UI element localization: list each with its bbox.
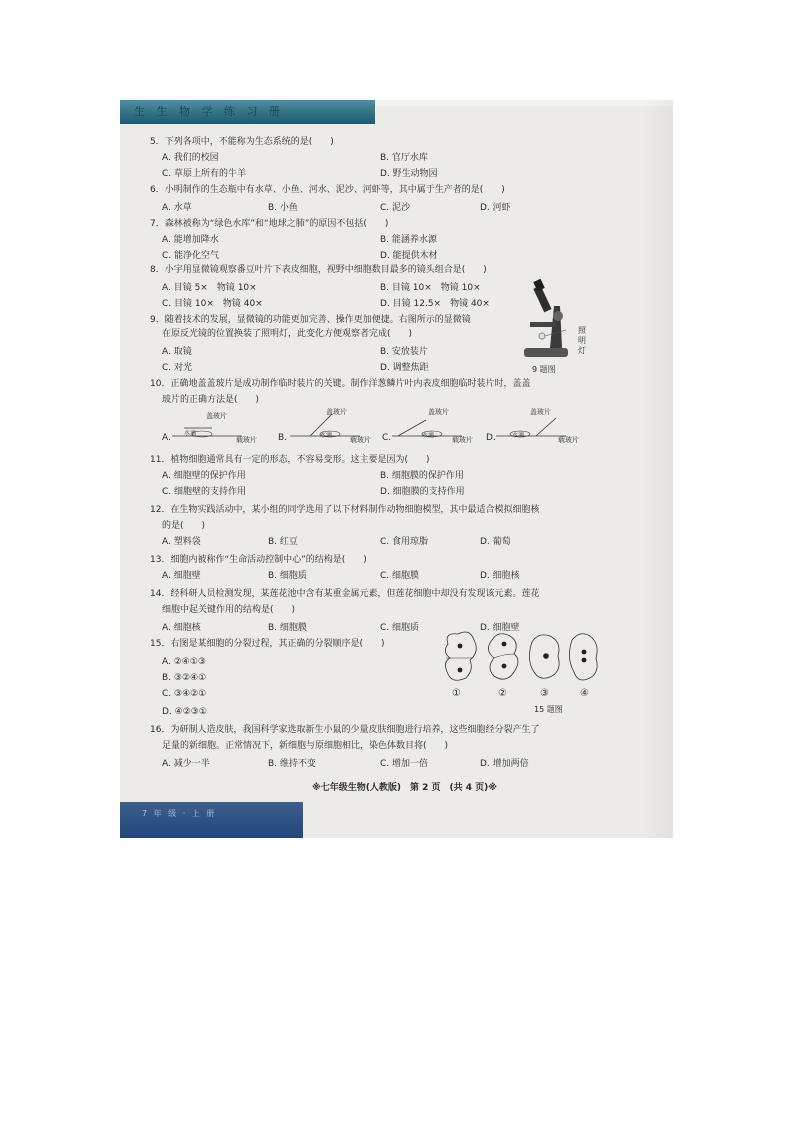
question-16-line2: 足量的新细胞。正常情况下，新细胞与原细胞相比，染色体数目将( ) [162,741,449,751]
q16-option-d: D. 增加两倍 [480,759,529,769]
q14-option-d: D. 细胞壁 [480,623,520,633]
microscope-base [524,348,568,357]
question-5: 5．下列各项中，不能称为生态系统的是( ) [150,137,334,147]
question-10: 10．正确地盖盖玻片是成功制作临时装片的关键。制作洋葱鳞片叶内表皮细胞临时装片时，盖盖 [150,379,531,389]
cell-1 [445,632,476,680]
page-edge [375,100,673,106]
q13-option-c: C. 细胞膜 [380,571,420,581]
q12-option-d: D. 葡萄 [480,537,511,547]
microscope-tube [533,285,551,312]
q15-option-d: D. ④②③① [162,707,207,717]
q11-option-d: D. 细胞膜的支持作用 [380,487,465,497]
q10-c-water-label: 水滴 [422,432,435,439]
q13-option-a: A. 细胞壁 [162,571,201,581]
page-footer: ※七年级生物(人教版) 第 2 页 (共 4 页)※ [312,783,498,793]
page-shadow [643,100,673,838]
question-15: 15．右图是某细胞的分裂过程，其正确的分裂顺序是( ) [150,639,385,649]
question-14-line2: 细胞中起关键作用的结构是( ) [162,605,296,615]
q10-d-slide-label: 载玻片 [558,436,579,444]
question-16: 16．为研制人造皮肤，我国科学家选取新生小鼠的少量皮肤细胞进行培养，这些细胞经分裂产生了 [150,725,540,735]
question-9-line2: 在原反光镜的位置换装了照明灯，此变化方便观察者完成( ) [162,329,413,339]
q11-option-a: A. 细胞壁的保护作用 [162,471,246,481]
q10-a-slide-label: 载玻片 [236,436,257,444]
q10-b-water-label: 水滴 [320,432,333,439]
q8-option-d: D. 目镜 12.5× 物镜 40× [380,299,490,309]
question-6: 6．小明制作的生态瓶中有水草、小鱼、河水、泥沙、河虾等，其中属于生产者的是( ) [150,185,505,195]
q8-option-b: B. 目镜 10× 物镜 10× [380,283,481,293]
q7-option-d: D. 能提供木材 [380,251,438,261]
microscope-stage [530,322,556,327]
q6-option-d: D. 河虾 [480,203,511,213]
q10-d-water-label: 水滴 [512,432,525,439]
q14-option-a: A. 细胞核 [162,623,201,633]
cell-division-figure [440,630,600,706]
q7-option-b: B. 能涵养水源 [380,235,437,245]
q10-c-cover-label: 盖玻片 [428,408,449,416]
book-bottom: 7 年 级 · 上 册 [120,802,303,838]
q13-option-d: D. 细胞核 [480,571,520,581]
q10-a-cover-label: 盖玻片 [206,412,227,420]
q9-option-a: A. 取镜 [162,347,192,357]
question-13: 13．细胞内被称作“生命活动控制中心”的结构是( ) [150,555,367,565]
question-9: 9．随着技术的发展，显微镜的功能更加完善、操作更加便捷。右图所示的显微镜 [150,315,471,325]
q5-option-a: A. 我们的校园 [162,153,219,163]
q5-option-c: C. 草原上所有的牛羊 [162,169,247,179]
book-top: 生 生 物 学 练 习 册 [120,100,375,124]
q16-option-c: C. 增加一倍 [380,759,429,769]
fig15-num-4: ④ [580,688,589,699]
q10-b-slide-label: 载玻片 [350,436,371,444]
lamp [539,333,545,339]
q14-option-c: C. 细胞质 [380,623,420,633]
question-8: 8．小宇用显微镜观察番豆叶片下表皮细胞，视野中细胞数目最多的镜头组合是( ) [150,265,487,275]
q11-option-b: B. 细胞膜的保护作用 [380,471,464,481]
question-10-line2: 玻片的正确方法是( ) [162,395,260,405]
q10-c-slide-label: 载玻片 [452,436,473,444]
focus-knob [553,311,563,321]
q11-option-c: C. 细胞壁的支持作用 [162,487,247,497]
q16-option-a: A. 减少一半 [162,759,210,769]
q10-d-cover-label: 盖玻片 [530,408,551,416]
question-7: 7．森林被称为“绿色水库”和“地球之肺”的原因不包括( ) [150,219,389,229]
q6-option-a: A. 水草 [162,203,192,213]
q5-option-d: D. 野生动物园 [380,169,438,179]
fig15-num-2: ② [498,688,507,699]
q15-option-b: B. ③②④① [162,673,207,683]
fig9-caption: 9 题图 [532,365,556,374]
q10-option-a: A. [162,433,171,443]
q10-b-cover-label: 盖玻片 [326,408,347,416]
question-14: 14．经科研人员检测发现，某莲花池中含有某重金属元素，但莲花细胞中却没有发现该元素。莲花 [150,589,540,599]
q12-option-c: C. 食用琼脂 [380,537,429,547]
q14-option-b: B. 细胞膜 [268,623,307,633]
question-12: 12．在生物实践活动中，某小组的同学选用了以下材料制作动物细胞模型，其中最适合模拟细胞核 [150,505,540,515]
q15-option-c: C. ③④②① [162,689,207,699]
q10-option-d: D. [486,433,496,443]
question-11: 11．植物细胞通常具有一定的形态，不容易变形。这主要是因为( ) [150,455,430,465]
q8-option-c: C. 目镜 10× 物镜 40× [162,299,263,309]
microscope-figure [520,276,576,360]
q10-option-c: C. [382,433,392,443]
q9-option-c: C. 对光 [162,363,193,373]
q12-option-a: A. 塑料袋 [162,537,201,547]
cell-4 [569,634,597,680]
question-12-line2: 的是( ) [162,521,206,531]
q9-option-d: D. 调整焦距 [380,363,429,373]
photo-frame [120,100,673,838]
q8-option-a: A. 目镜 5× 物镜 10× [162,283,257,293]
q6-option-b: B. 小鱼 [268,203,298,213]
q9-option-b: B. 安放装片 [380,347,428,357]
q13-option-b: B. 细胞质 [268,571,307,581]
cell-2 [488,634,518,679]
q7-option-c: C. 能净化空气 [162,251,220,261]
q15-option-a: A. ②④①③ [162,657,206,667]
fig15-num-1: ① [452,688,461,699]
q6-option-c: C. 泥沙 [380,203,411,213]
q12-option-b: B. 红豆 [268,537,298,547]
fig15-caption: 15 题图 [534,705,563,714]
lamp-label: 照明灯 [578,326,586,355]
q16-option-b: B. 维持不变 [268,759,316,769]
q10-option-b: B. [278,433,288,443]
q7-option-a: A. 能增加降水 [162,235,219,245]
q10-a-water-label: 水滴 [184,430,197,437]
fig15-num-3: ③ [540,688,549,699]
q5-option-b: B. 官厅水库 [380,153,428,163]
